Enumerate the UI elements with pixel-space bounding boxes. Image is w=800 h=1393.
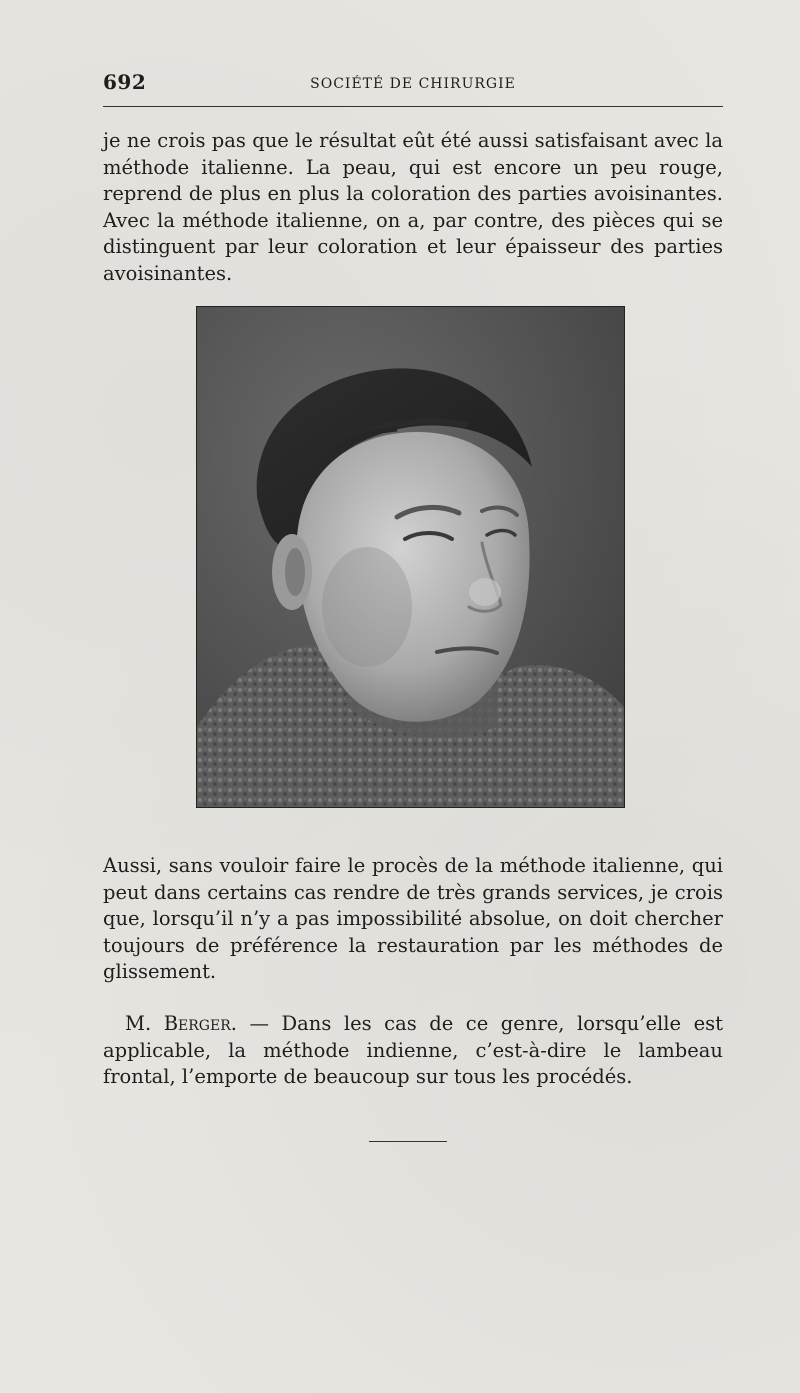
section-end-rule (369, 1141, 447, 1142)
paragraph-2: Aussi, sans vouloir faire le procès de la méthode italienne, qui peut dans certains cas rendre de très grands services, je crois que, lorsqu’il n’y a pas impossibilité absolue, on doit chercher toujours de préférence la restauration par les méthodes de glissement. (103, 854, 723, 983)
running-title: SOCIÉTÉ DE CHIRURGIE (310, 76, 516, 92)
patient-portrait-photo (196, 306, 625, 808)
paragraph-3-text: — Dans les cas de ce genre, lorsqu’elle est applicable, la méthode indienne, c’est-à-dire le lambeau frontal, l’emporte de beaucoup sur tous les procédés. (103, 1012, 723, 1088)
page-number: 692 (103, 70, 147, 94)
paragraph-3 (103, 1011, 723, 1091)
speaker-name: M. Berger. (125, 1012, 237, 1035)
paragraph-1: je ne crois pas que le résultat eût été aussi satisfaisant avec la méthode italienne. La peau, qui est encore un peu rouge, reprend de plus en plus la coloration des parties avoisinantes. Avec la méthode italienne, on a, par contre, des pièces qui se distinguent par leur coloration et leur épaisseur des parties avoisinantes. (103, 129, 723, 285)
page-header (103, 70, 723, 98)
header-rule (103, 106, 723, 107)
